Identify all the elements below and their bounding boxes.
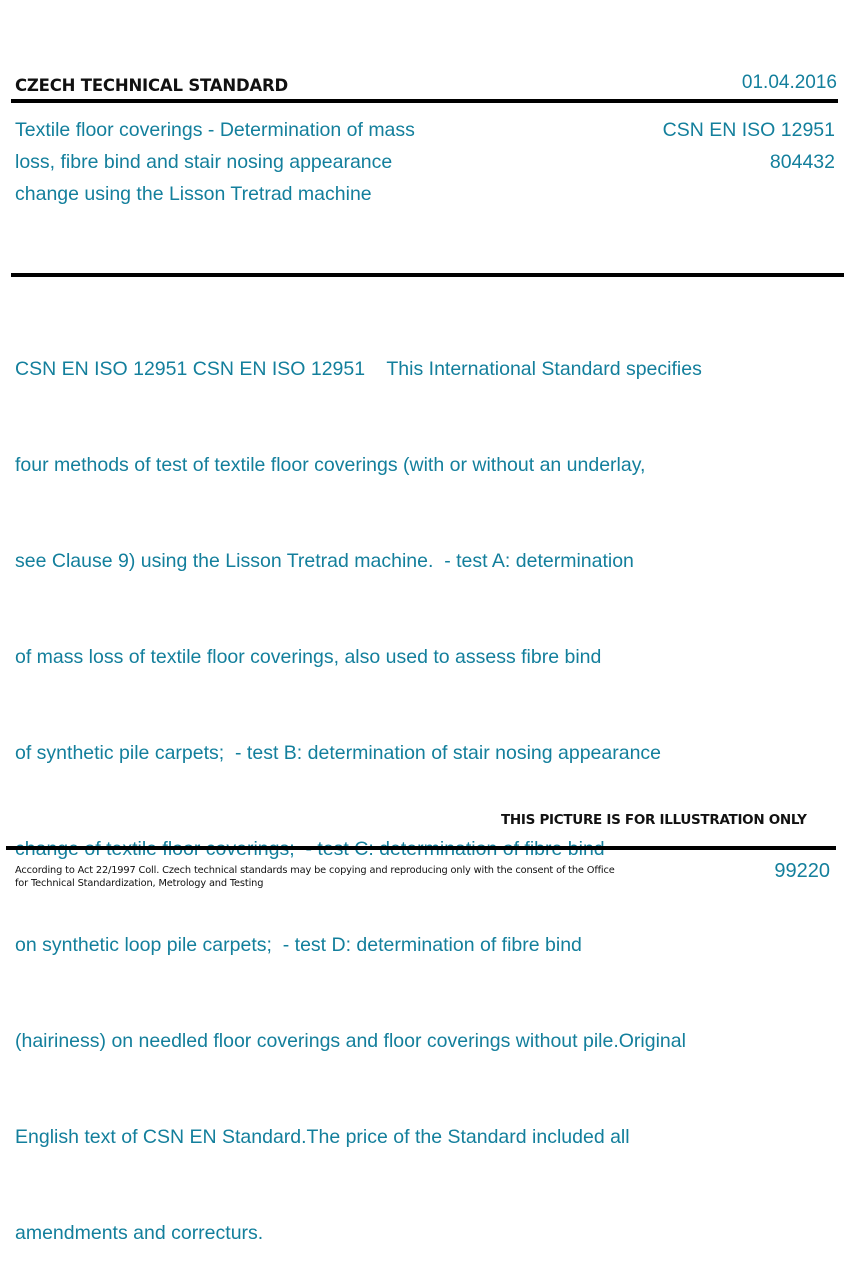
- summary-line: of mass loss of textile floor coverings, also used to assess fibre bind: [15, 646, 602, 668]
- standard-designation: CSN EN ISO 12951: [662, 119, 835, 141]
- legal-line: for Technical Standardization, Metrology and Testing: [15, 878, 264, 889]
- standard-title: [15, 114, 515, 210]
- legal-notice: [15, 864, 615, 890]
- footer-code: 99220: [774, 860, 830, 882]
- summary-line: see Clause 9) using the Lisson Tretrad machine. - test A: determination: [15, 550, 634, 572]
- summary-line: CSN EN ISO 12951 CSN EN ISO 12951 This International Standard specifies: [15, 358, 702, 380]
- catalog-number: 804432: [769, 151, 835, 173]
- summary-line: amendments and correcturs.: [15, 1222, 264, 1244]
- summary-line: four methods of test of textile floor coverings (with or without an underlay,: [15, 454, 646, 476]
- standard-identifiers: [663, 114, 835, 178]
- title-line: Textile floor coverings - Determination of mass: [15, 119, 415, 141]
- illustration-note: THIS PICTURE IS FOR ILLUSTRATION ONLY: [501, 812, 807, 828]
- summary-line: of synthetic pile carpets; - test B: determination of stair nosing appearance: [15, 742, 662, 764]
- summary-line: (hairiness) on needled floor coverings and floor coverings without pile.Original: [15, 1030, 686, 1052]
- summary-line: on synthetic loop pile carpets; - test D: determination of fibre bind: [15, 934, 582, 956]
- title-divider: [11, 273, 844, 277]
- legal-line: According to Act 22/1997 Coll. Czech technical standards may be copying and reproducing only with the consent of the Office: [15, 865, 615, 876]
- standard-summary: [15, 289, 702, 1281]
- title-line: change using the Lisson Tretrad machine: [15, 183, 372, 205]
- footer-divider: [6, 846, 836, 850]
- header-divider: [11, 99, 838, 103]
- summary-line: English text of CSN EN Standard.The price of the Standard included all: [15, 1126, 630, 1148]
- title-line: loss, fibre bind and stair nosing appearance: [15, 151, 393, 173]
- standard-type-label: CZECH TECHNICAL STANDARD: [15, 76, 289, 95]
- publication-date: 01.04.2016: [741, 72, 837, 93]
